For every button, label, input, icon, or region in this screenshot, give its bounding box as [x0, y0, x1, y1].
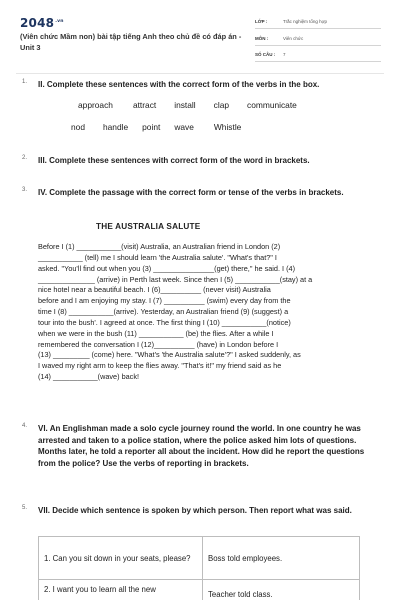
question-number: 1. [22, 79, 28, 85]
table-row [39, 580, 360, 600]
passage-body [38, 242, 378, 383]
question-3 [22, 187, 384, 199]
document-meta [255, 15, 381, 65]
meta-value: Trắc nghiệm tổng hợp [283, 19, 328, 24]
word-item: Whistle [213, 122, 242, 132]
question-2 [22, 155, 384, 167]
meta-value: 7 [283, 52, 286, 57]
question-text: II. Complete these sentences with the correct form of the verbs in the box. [38, 80, 320, 89]
passage-line: asked. "You'll find out when you (3) _______________(get) there," he said. I (4) [38, 263, 296, 273]
table-cell-sentence: 2. I want you to learn all the new [39, 580, 203, 600]
word-item: nod [71, 122, 85, 132]
passage-line: time I (8) ___________(arrive). Yesterday, an Australian friend (9) (suggest) a [38, 307, 289, 317]
speaker-table [38, 536, 360, 600]
question-1 [22, 79, 384, 91]
table-cell-sentence: 1. Can you sit down in your seats, please? [39, 537, 203, 580]
passage-line: nice hotel near a beautiful beach. I (6)__________ (never visit) Australia [38, 285, 271, 295]
question-number: 5. [22, 505, 28, 511]
meta-label: LỚP : [255, 19, 268, 24]
word-row [38, 95, 378, 115]
passage-line: when we were in the bush (11) ___________ (be) the flies. After a while I [38, 328, 274, 338]
question-text: VI. An Englishman made a solo cycle journey round the world. In one country he was arrested and taken to a police station, where the police asked him lots of questions. Months later, he told a reporter all about the incident. How did he report the questions from the police? Use the verbs of reporting in brackets. [38, 424, 365, 468]
word-item: point [142, 122, 161, 132]
passage-line: (14) ___________(wave) back! [38, 372, 140, 382]
question-text: VII. Decide which sentence is spoken by which person. Then report what was said. [38, 506, 352, 515]
word-item: communicate [247, 100, 297, 110]
passage-line: Before I (1) ___________(visit) Australia, an Australian friend in London (2) [38, 242, 281, 251]
logo-text: 2048 [20, 16, 55, 30]
passage-line: remembered the conversation I (12)__________ (have) in London before I [38, 339, 279, 349]
word-item: attract [132, 100, 157, 110]
header-divider [16, 73, 384, 74]
word-item: wave [174, 122, 194, 132]
meta-row-class [255, 15, 381, 29]
document-header [0, 0, 400, 68]
question-5 [22, 505, 384, 517]
document-title: (Viên chức Mầm non) bài tập tiếng Anh theo chủ đề có đáp án - Unit 3 [20, 32, 242, 52]
logo-domain: .vn [55, 19, 64, 24]
speaker-table-grid [38, 536, 360, 600]
passage-line: ___________ (tell) me I should learn 'the Australia salute'. "What's that?" I [38, 252, 277, 262]
passage-line: (13) _________ (come) here. "What's 'the Australia salute'?" I asked suddenly, as [38, 350, 301, 360]
passage-line: before and I am enjoying my stay. I (7) __________ (swim) every day from the [38, 296, 291, 306]
meta-value: Viên chức [283, 35, 304, 41]
passage-line: I waved my right arm to keep the flies away. "That's it!" my friend said as he [38, 361, 282, 371]
meta-label: SỐ CÂU : [255, 52, 276, 57]
passage-title: THE AUSTRALIA SALUTE [96, 222, 201, 231]
question-number: 4. [22, 423, 28, 429]
meta-label: MÔN : [255, 35, 269, 41]
question-text: IV. Complete the passage with the correct form or tense of the verbs in brackets. [38, 188, 344, 197]
word-item: handle [102, 122, 129, 132]
meta-row-subject [255, 32, 381, 46]
question-number: 3. [22, 187, 28, 193]
passage-line: tour into the bush'. I agreed at once. The first thing I (10) ___________(notice) [38, 317, 291, 327]
word-item: approach [78, 100, 113, 110]
passage-line: ______________ (arrive) in Perth last week. Since then I (5) ___________(stay) at a [38, 274, 313, 284]
table-cell-speaker: Teacher told class. [203, 580, 360, 600]
verb-word-box [38, 95, 378, 137]
meta-row-count [255, 48, 381, 62]
question-number: 2. [22, 155, 28, 161]
question-4 [22, 423, 384, 469]
word-item: clap [213, 100, 230, 110]
word-item: install [174, 100, 196, 110]
word-row [38, 117, 378, 137]
table-row [39, 537, 360, 580]
question-text: III. Complete these sentences with correct form of the word in brackets. [38, 156, 310, 165]
table-cell-speaker: Boss told employees. [203, 537, 360, 580]
site-logo[interactable] [20, 16, 64, 30]
